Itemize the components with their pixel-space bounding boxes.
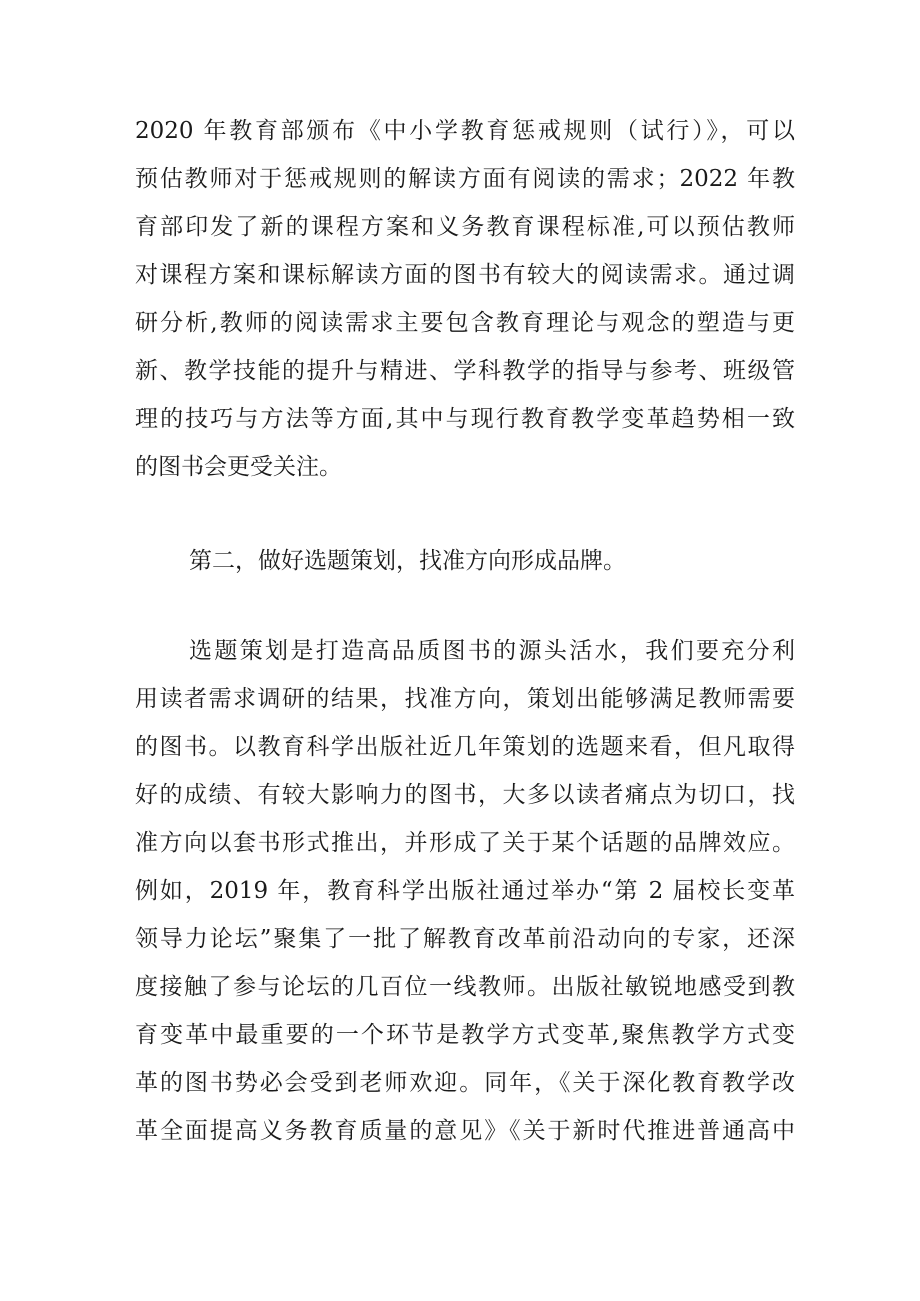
text-line: 用读者需求调研的结果，找准方向，策划出能够满足教师需要 xyxy=(135,686,795,712)
text-line: 预估教师对于惩戒规则的解读方面有阅读的需求；2022 年教 xyxy=(135,166,795,192)
text-line: 例如，2019 年，教育科学出版社通过举办“第 2 届校长变革 xyxy=(135,878,795,904)
text-line: 好的成绩、有较大影响力的图书，大多以读者痛点为切口，找 xyxy=(135,782,795,808)
text-line: 革全面提高义务教育质量的意见》《关于新时代推进普通高中 xyxy=(135,1118,795,1144)
text-line: 育部印发了新的课程方案和义务教育课程标准,可以预估教师 xyxy=(135,214,795,240)
text-line: 研分析,教师的阅读需求主要包含教育理论与观念的塑造与更 xyxy=(135,310,795,336)
text-line: 新、教学技能的提升与精进、学科教学的指导与参考、班级管 xyxy=(135,358,795,384)
section-heading-text: 第二，做好选题策划，找准方向形成品牌。 xyxy=(189,548,626,574)
text-line: 理的技巧与方法等方面,其中与现行教育教学变革趋势相一致 xyxy=(135,406,795,432)
text-line: 革的图书势必会受到老师欢迎。同年，《关于深化教育教学改 xyxy=(135,1070,795,1096)
text-line: 领导力论坛”聚集了一批了解教育改革前沿动向的专家，还深 xyxy=(135,926,795,952)
text-line: 准方向以套书形式推出，并形成了关于某个话题的品牌效应。 xyxy=(135,830,795,856)
paragraph-reading-needs xyxy=(135,107,795,491)
paragraph-topic-planning xyxy=(135,627,795,1155)
text-line: 2020 年教育部颁布《中小学教育惩戒规则（试行）》，可以 xyxy=(135,118,795,144)
text-line: 对课程方案和课标解读方面的图书有较大的阅读需求。通过调 xyxy=(135,262,795,288)
section-heading xyxy=(135,537,795,585)
text-line: 度接触了参与论坛的几百位一线教师。出版社敏锐地感受到教 xyxy=(135,974,795,1000)
text-line: 选题策划是打造高品质图书的源头活水，我们要充分利 xyxy=(189,638,795,664)
text-line: 育变革中最重要的一个环节是教学方式变革,聚焦教学方式变 xyxy=(135,1022,795,1048)
text-line: 的图书会更受关注。 xyxy=(135,454,342,480)
text-line: 的图书。以教育科学出版社近几年策划的选题来看，但凡取得 xyxy=(135,734,795,760)
